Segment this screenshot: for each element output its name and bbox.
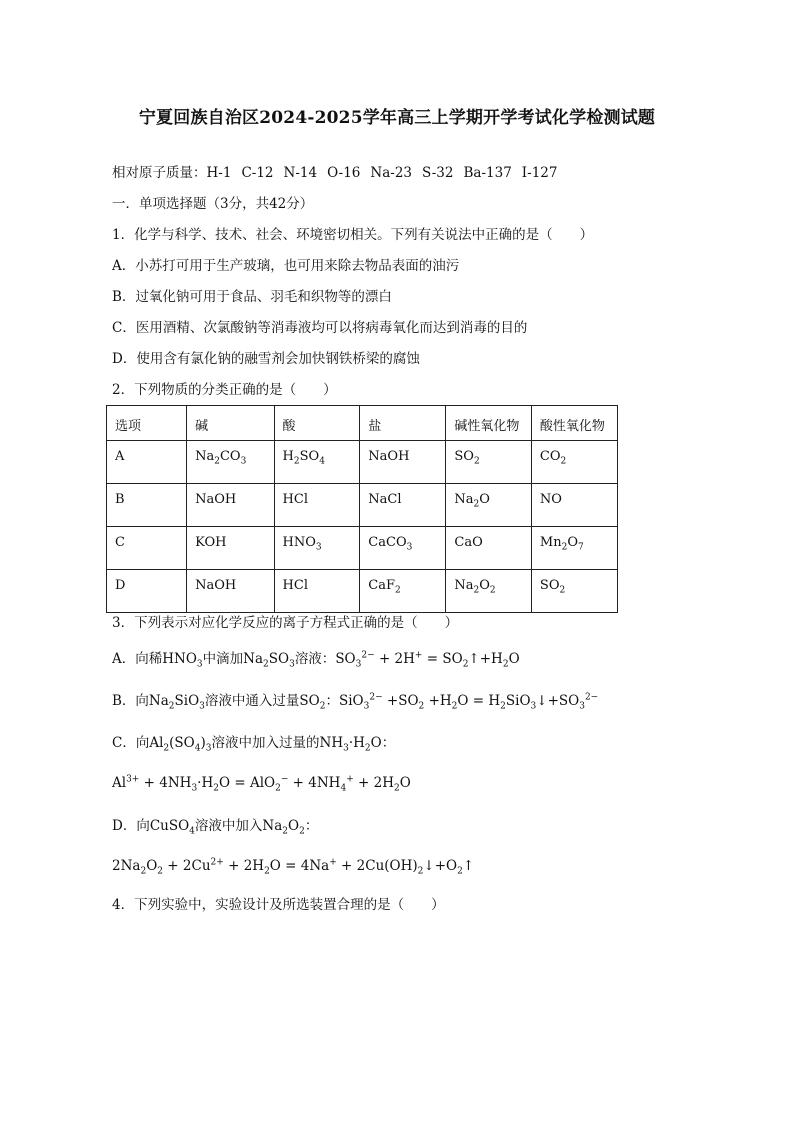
table-cell: D xyxy=(107,570,187,613)
option-text: 中滴加 xyxy=(202,651,244,667)
option-text: 溶液中通入过量 xyxy=(204,693,300,709)
question-3-option-d-equation xyxy=(112,857,474,875)
table-cell: KOH xyxy=(187,527,274,570)
table-header: 选项 xyxy=(107,406,187,441)
table-row xyxy=(107,441,618,484)
table-cell: $Mn_2O_7$ xyxy=(531,527,617,570)
table-cell: $H_2SO_4$ xyxy=(274,441,360,484)
table-row xyxy=(107,527,618,570)
table-cell: HCl xyxy=(274,570,360,613)
formula: CuSO$_4$ xyxy=(149,818,195,837)
formula: $Na_2O_2$： xyxy=(262,818,319,837)
table-header-row xyxy=(107,406,618,441)
question-1-option-d: D．使用含有氯化钠的融雪剂会加快钢铁桥梁的腐蚀 xyxy=(112,351,420,367)
option-label: B．向 xyxy=(112,693,149,709)
table-cell: NaOH xyxy=(360,441,446,484)
table-cell: $Na_2O_2$ xyxy=(446,570,532,613)
table-row xyxy=(107,570,618,613)
option-label: C．向 xyxy=(112,735,150,751)
question-1-option-b: B．过氧化钠可用于食品、羽毛和织物等的漂白 xyxy=(112,289,392,305)
question-4-stem: 4．下列实验中，实验设计及所选装置合理的是（ ） xyxy=(112,897,445,913)
table-cell: C xyxy=(107,527,187,570)
question-3-stem: 3．下列表示对应化学反应的离子方程式正确的是（ ） xyxy=(112,615,459,631)
formula: $NH_3\cdot H_2O$： xyxy=(319,735,396,754)
mass-item: O-16 xyxy=(327,165,361,181)
mass-item: Na-23 xyxy=(370,165,412,181)
question-3-option-c-equation xyxy=(112,774,411,792)
question-3-option-b xyxy=(112,692,598,710)
question-1-stem: 1．化学与科学、技术、社会、环境密切相关。下列有关说法中正确的是（ ） xyxy=(112,227,594,243)
formula: $HNO_3$ xyxy=(162,651,203,670)
mass-item: S-32 xyxy=(422,165,454,181)
table-cell: CaCO$_3$ xyxy=(360,527,446,570)
formula: $Na_2SO_3$ xyxy=(243,651,295,670)
table-cell: A xyxy=(107,441,187,484)
option-text: 溶液： xyxy=(294,651,336,667)
atomic-masses-label: 相对原子质量： xyxy=(112,165,207,181)
ionic-equation: $2Na_2O_2 + 2Cu^{2+} + 2H_2O = 4Na^+$ + $2Cu(OH)_2↓+O_2↑$ xyxy=(112,857,475,877)
ionic-equation: $Al^{3+} + 4NH_3\cdot H_2O = AlO_2^- + 4NH_4^+ + 2H_2O$ xyxy=(112,774,411,794)
table-cell: NO xyxy=(531,484,617,527)
ionic-equation: $SO_3^{2-} + 2H^+$ = $SO_2↑+H_2O$ xyxy=(335,650,520,670)
formula: $Al_2(SO_4)_3$ xyxy=(149,735,212,754)
table-cell: $CO_2$ xyxy=(531,441,617,484)
classification-table xyxy=(106,405,618,613)
mass-item: Ba-137 xyxy=(463,165,512,181)
table-cell: NaCl xyxy=(360,484,446,527)
question-1-option-c: C．医用酒精、次氯酸钠等消毒液均可以将病毒氧化而达到消毒的目的 xyxy=(112,320,528,336)
option-text: 溶液中加入过量的 xyxy=(211,735,320,751)
formula: $Na_2SiO_3$ xyxy=(148,693,205,712)
question-1-option-a: A．小苏打可用于生产玻璃，也可用来除去物品表面的油污 xyxy=(112,258,460,274)
table-cell: $SO_2$ xyxy=(531,570,617,613)
mass-item: N-14 xyxy=(283,165,318,181)
table-cell: $Na_2CO_3$ xyxy=(187,441,274,484)
table-cell: B xyxy=(107,484,187,527)
table-cell: $HNO_3$ xyxy=(274,527,360,570)
mass-item: C-12 xyxy=(241,165,274,181)
atomic-masses xyxy=(112,164,557,182)
table-cell: CaO xyxy=(446,527,532,570)
option-text: 溶液中加入 xyxy=(194,818,263,834)
option-label: D．向 xyxy=(112,818,150,834)
section-heading: 一．单项选择题（3分，共42分） xyxy=(112,196,314,212)
table-cell: NaOH xyxy=(187,570,274,613)
table-header: 酸 xyxy=(274,406,360,441)
ionic-equation: $SiO_3^{2-} +SO_2 +H_2O$ = $H_2SiO_3↓+SO_3^{2-}$ xyxy=(338,692,599,712)
table-header: 碱性氧化物 xyxy=(446,406,532,441)
option-label: A．向稀 xyxy=(112,651,163,667)
question-3-option-a xyxy=(112,650,520,668)
mass-item: I-127 xyxy=(521,165,558,181)
mass-item: H-1 xyxy=(206,165,232,181)
question-3-option-c xyxy=(112,734,395,752)
question-3-option-d xyxy=(112,817,318,835)
table-cell: CaF$_2$ xyxy=(360,570,446,613)
table-header: 酸性氧化物 xyxy=(531,406,617,441)
table-cell: NaOH xyxy=(187,484,274,527)
table-header: 盐 xyxy=(360,406,446,441)
table-row xyxy=(107,484,618,527)
table-header: 碱 xyxy=(187,406,274,441)
question-2-stem: 2．下列物质的分类正确的是（ ） xyxy=(112,382,337,398)
table-cell: $SO_2$ xyxy=(446,441,532,484)
table-cell: HCl xyxy=(274,484,360,527)
formula: $SO_2$： xyxy=(299,693,339,712)
page-title: 宁夏回族自治区2024-2025学年高三上学期开学考试化学检测试题 xyxy=(138,108,656,128)
table-cell: $Na_2O$ xyxy=(446,484,532,527)
